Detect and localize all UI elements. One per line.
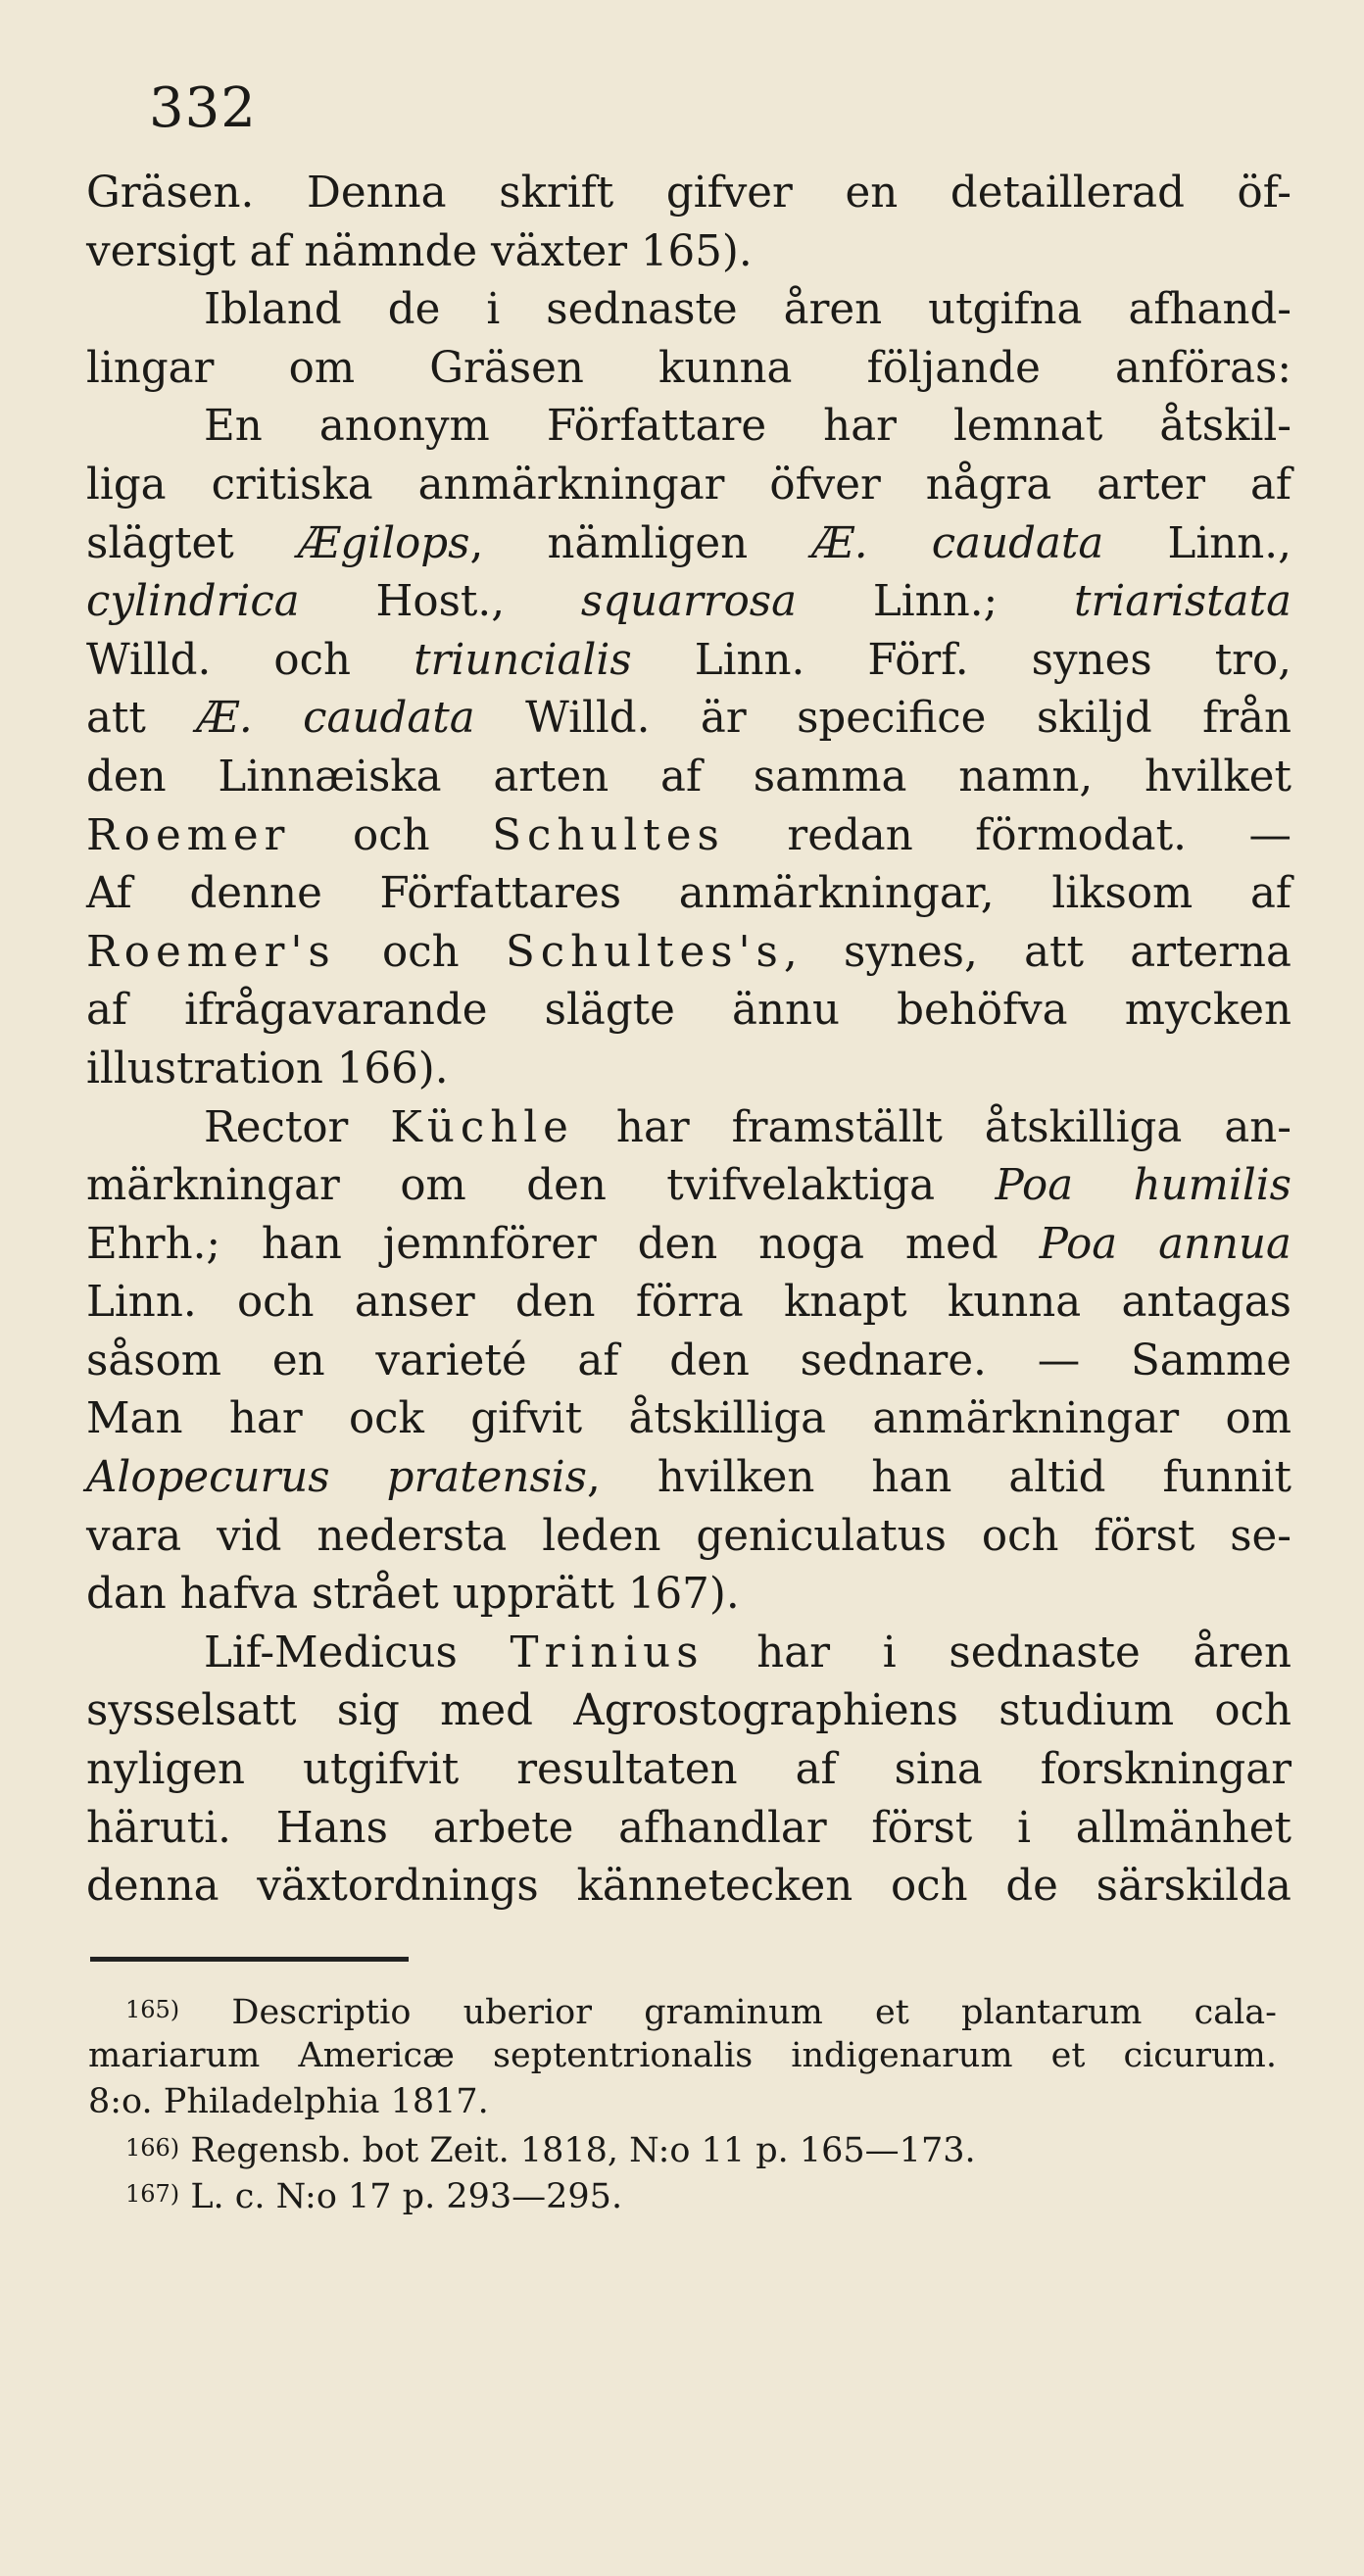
footnote-mark: 167) xyxy=(125,2180,180,2208)
footnote-166 xyxy=(125,2125,1277,2171)
text-line xyxy=(86,807,1291,866)
footnote-text: mariarum Americæ septentrionalis indigenarum et cicurum. xyxy=(88,2036,1277,2075)
text-span: häruti. Hans arbete afhandlar först i allmänhet xyxy=(86,1803,1291,1853)
body-text xyxy=(86,165,1291,1917)
text-span: versigt af nämnde växter 165). xyxy=(86,226,753,276)
text-span: slägtet xyxy=(86,518,298,568)
footnote-rule xyxy=(90,1957,409,1962)
text-line xyxy=(86,1333,1291,1391)
footnote-mark: 165) xyxy=(125,1996,180,2023)
taxon-name: Poa annua xyxy=(1039,1219,1291,1269)
footnote-mark: 166) xyxy=(125,2134,180,2162)
text-span: illustration 166). xyxy=(86,1044,449,1094)
text-span: och xyxy=(290,810,493,860)
text-line xyxy=(86,281,1291,340)
text-span: att xyxy=(86,694,197,744)
footnote-text: 8:o. Philadelphia 1817. xyxy=(88,2082,489,2121)
text-span: Gräsen. Denna skrift gifver en detaillerad öf- xyxy=(86,169,1291,218)
author-name: Roemer xyxy=(86,810,291,860)
text-line xyxy=(86,749,1291,807)
taxon-name: Ægilops xyxy=(297,518,470,568)
taxon-name: Alopecurus pratensis xyxy=(86,1453,587,1503)
text-span: har i sednaste åren xyxy=(704,1628,1291,1677)
text-line xyxy=(86,1099,1291,1158)
text-span: En anonym Författare har lemnat åtskil- xyxy=(204,402,1291,452)
taxon-name: Æ. caudata xyxy=(811,518,1104,568)
text-line xyxy=(86,1741,1291,1800)
footnote-text: Regensb. bot Zeit. 1818, N:o 11 p. 165—173. xyxy=(190,2131,976,2170)
taxon-name: Poa humilis xyxy=(995,1161,1291,1211)
text-line xyxy=(86,1508,1291,1567)
text-span: Willd. och xyxy=(86,635,414,685)
text-line xyxy=(86,924,1291,983)
text-span: och xyxy=(335,927,506,977)
text-span: vara vid nedersta leden geniculatus och först se- xyxy=(86,1511,1291,1561)
taxon-name: Æ. caudata xyxy=(196,694,475,744)
taxon-name: triaristata xyxy=(1074,577,1291,627)
text-span: Linn.; xyxy=(797,577,1075,627)
text-span: , synes, att arterna xyxy=(783,927,1291,977)
text-span: nyligen utgifvit resultaten af sina forskningar xyxy=(86,1745,1291,1795)
taxon-name: triuncialis xyxy=(414,635,632,685)
text-span: redan förmodat. — xyxy=(724,810,1291,860)
text-span: Af denne Författares anmärkningar, liksom af xyxy=(86,869,1291,919)
text-line xyxy=(86,1390,1291,1449)
author-name: Küchle xyxy=(390,1102,574,1152)
text-span: såsom en varieté af den sednare. — Samme xyxy=(86,1336,1291,1385)
text-span: Rector xyxy=(204,1102,391,1152)
text-span: Linn. Förf. synes tro, xyxy=(631,635,1291,685)
text-span: dan hafva strået upprätt 167). xyxy=(86,1570,740,1620)
author-name: Schultes xyxy=(492,810,725,860)
text-line xyxy=(86,632,1291,691)
text-line xyxy=(86,1858,1291,1917)
author-name: Trinius xyxy=(510,1628,705,1677)
text-span: Lif-Medicus xyxy=(204,1628,511,1677)
footnote-167 xyxy=(125,2171,1277,2217)
text-line xyxy=(86,982,1291,1041)
text-span: denna växtordnings kännetecken och de särskilda xyxy=(86,1862,1291,1912)
text-line xyxy=(86,1274,1291,1333)
footnote-text: L. c. N:o 17 p. 293—295. xyxy=(190,2177,623,2216)
text-span: liga critiska anmärkningar öfver några arter af xyxy=(86,460,1291,510)
text-span: sysselsatt sig med Agrostographiens studium och xyxy=(86,1686,1291,1736)
text-line xyxy=(86,1041,1291,1099)
text-span: Linn., xyxy=(1103,518,1291,568)
text-span: märkningar om den tvifvelaktiga xyxy=(86,1161,996,1211)
text-line xyxy=(86,690,1291,749)
text-line xyxy=(86,457,1291,515)
footnote-line xyxy=(88,2079,1277,2125)
text-span: , nämligen xyxy=(469,518,812,568)
text-span: af ifrågavarande slägte ännu behöfva mycken xyxy=(86,986,1291,1036)
text-line xyxy=(86,1566,1291,1625)
taxon-name: cylindrica xyxy=(86,577,300,627)
taxon-name: squarrosa xyxy=(580,577,798,627)
text-line xyxy=(86,1682,1291,1741)
text-span: Ehrh.; han jemnförer den noga med xyxy=(86,1219,1040,1269)
footnote-text: Descriptio uberior graminum et plantarum cala- xyxy=(231,1993,1277,2032)
author-name: Schultes's xyxy=(505,927,784,977)
footnote-165 xyxy=(125,1987,1277,2033)
text-line xyxy=(86,340,1291,399)
text-span: lingar om Gräsen kunna följande anföras: xyxy=(86,343,1291,393)
text-line xyxy=(86,1449,1291,1508)
text-line xyxy=(86,1800,1291,1859)
text-line xyxy=(86,1216,1291,1275)
footnotes xyxy=(88,1987,1277,2217)
footnote-line xyxy=(88,2033,1277,2079)
text-span: Linn. och anser den förra knapt kunna antagas xyxy=(86,1278,1291,1328)
text-span: har framställt åtskilliga an- xyxy=(573,1102,1291,1152)
text-span: Host., xyxy=(299,577,581,627)
text-span: Ibland de i sednaste åren utgifna afhand- xyxy=(204,285,1291,335)
text-span: den Linnæiska arten af samma namn, hvilket xyxy=(86,752,1291,802)
text-line xyxy=(86,1625,1291,1683)
text-line xyxy=(86,1157,1291,1216)
text-line xyxy=(86,865,1291,924)
text-span: Willd. är specifice skiljd från xyxy=(474,694,1291,744)
text-line xyxy=(86,515,1291,574)
text-line xyxy=(86,223,1291,282)
text-line xyxy=(86,165,1291,223)
text-line xyxy=(86,573,1291,632)
text-span: Man har ock gifvit åtskilliga anmärkningar om xyxy=(86,1394,1291,1444)
page-number: 332 xyxy=(149,76,257,140)
author-name: Roemer's xyxy=(86,927,336,977)
text-span: , hvilken han altid funnit xyxy=(587,1453,1291,1503)
text-line xyxy=(86,398,1291,457)
